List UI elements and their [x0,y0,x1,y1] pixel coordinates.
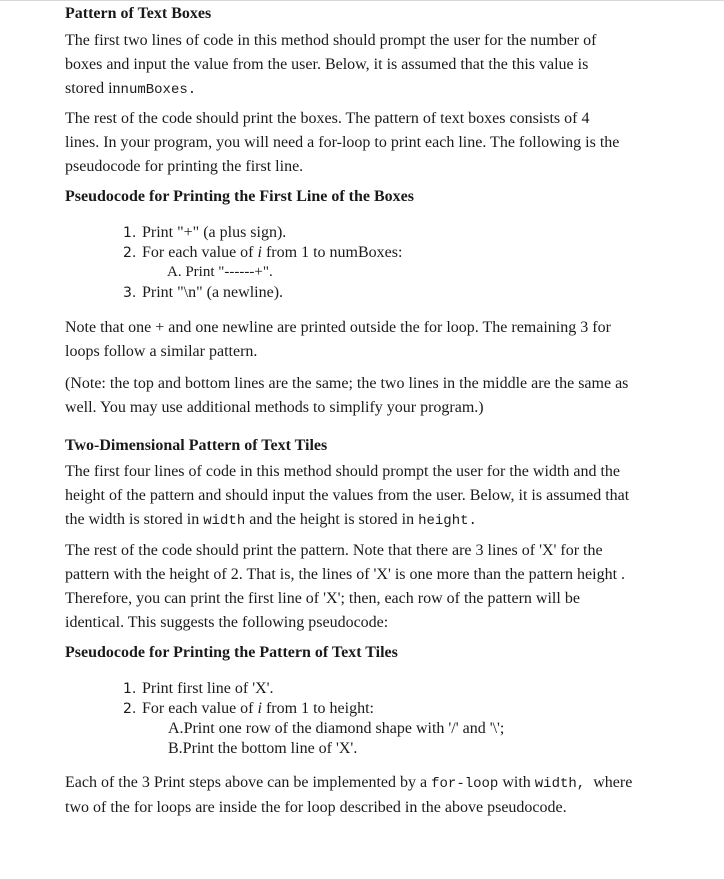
paragraph-print-boxes [65,107,619,179]
pseudocode-step [65,699,665,719]
step-text: Print "+" (a plus sign). [142,224,287,241]
pseudocode-substep [65,263,665,283]
text-run: For each value of [142,700,258,717]
step-number: 2. [123,245,137,261]
paragraph-line: loops follow a similar pattern. [65,343,258,360]
paragraph-line: Note that one + and one newline are printed outside the for loop. The remaining 3 for [65,319,611,336]
paragraph-print-pattern [65,539,625,635]
pseudocode-step [65,223,665,243]
pseudocode-step [65,283,665,303]
paragraph-line: Therefore, you can print the first line of 'X'; then, each row of the pattern will be [65,590,580,607]
step-number: 1. [123,681,137,697]
paragraph-prompt-width-height [65,460,629,533]
step-text [142,243,402,263]
pseudocode-substep [65,719,665,739]
paragraph-line: lines. In your program, you will need a for-loop to print each line. The following is the [65,134,620,151]
substep-letter: A. [168,720,184,737]
paragraph-line: The first two lines of code in this method should prompt the user for the number of [65,32,597,49]
paragraph-note-outside-loop [65,316,611,364]
step-number: 2. [123,701,137,717]
text-run: For each value of [142,244,258,261]
text-run: with [502,774,531,791]
top-rule [0,0,724,1]
text-run: where [593,774,633,791]
code-numboxes: numBoxes. [120,82,197,98]
text-run: and the height is stored in [249,511,415,528]
paragraph-print-steps-impl [65,771,632,820]
paragraph-line: The rest of the code should print the boxes. The pattern of text boxes consists of 4 [65,110,590,127]
code-width: width [203,513,246,529]
step-text: Print first line of 'X'. [142,680,274,697]
step-number: 1. [123,225,137,241]
code-height: height. [418,513,477,529]
text-run: from 1 to numBoxes: [261,244,403,261]
paragraph-line [65,771,632,796]
pseudocode-step [65,679,665,699]
substep-text [168,719,504,739]
text-run: from 1 to height: [261,700,374,717]
text-run: Print the bottom line of 'X'. [182,740,358,757]
paragraph-note-top-bottom [65,372,628,420]
pseudocode-list-first-line [65,223,665,303]
paragraph-line: The first four lines of code in this method should prompt the user for the width and the [65,463,620,480]
text-run: Each of the 3 Print steps above can be implemented by a [65,774,428,791]
variable-i: i [257,244,262,261]
paragraph-line: (Note: the top and bottom lines are the same; the two lines in the middle are the same as [65,375,629,392]
subtitle-first-line: Pseudocode for Printing the First Line of the Boxes [65,188,415,205]
pseudocode-step [65,243,665,263]
section-title-text-tiles: Two-Dimensional Pattern of Text Tiles [65,437,328,454]
paragraph-line: pattern with the height of 2. That is, the lines of 'X' is one more than the pattern height . [65,566,626,583]
text-run: Print one row of the diamond shape with '/' and '\'; [183,720,505,737]
step-number: 3. [123,285,137,301]
paragraph-line: identical. This suggests the following pseudocode: [65,614,389,631]
code-for-loop: for-loop [431,776,499,792]
paragraph-line [65,77,596,102]
section-title-text-boxes: Pattern of Text Boxes [65,5,212,22]
paragraph-line: two of the for loops are inside the for loop described in the above pseudocode. [65,799,567,816]
paragraph-line: boxes and input the value from the user. Below, it is assumed that the this value is [65,56,589,73]
text-run: the width is stored in [65,511,200,528]
paragraph-line: well. You may use additional methods to simplify your program.) [65,399,484,416]
code-width: width, [534,776,586,792]
substep-letter: B. [168,740,183,757]
substep-text [168,739,357,759]
paragraph-line: height of the pattern and should input the values from the user. Below, it is assumed that [65,487,630,504]
pseudocode-substep [65,739,665,759]
substep-letter: A. [167,264,182,280]
paragraph-line: The rest of the code should print the pattern. Note that there are 3 lines of 'X' for the [65,542,603,559]
paragraph-line [65,508,629,533]
paragraph-prompt-numboxes [65,29,596,102]
substep-text [167,263,273,283]
subtitle-pattern-tiles: Pseudocode for Printing the Pattern of Text Tiles [65,644,398,661]
text-run: Print "------+". [185,264,273,280]
paragraph-line: pseudocode for printing the first line. [65,158,304,175]
step-text: Print "\n" (a newline). [142,284,284,301]
variable-i: i [257,700,262,717]
text-run: stored in [65,80,121,97]
step-text [142,699,374,719]
pseudocode-list-tiles [65,679,665,759]
